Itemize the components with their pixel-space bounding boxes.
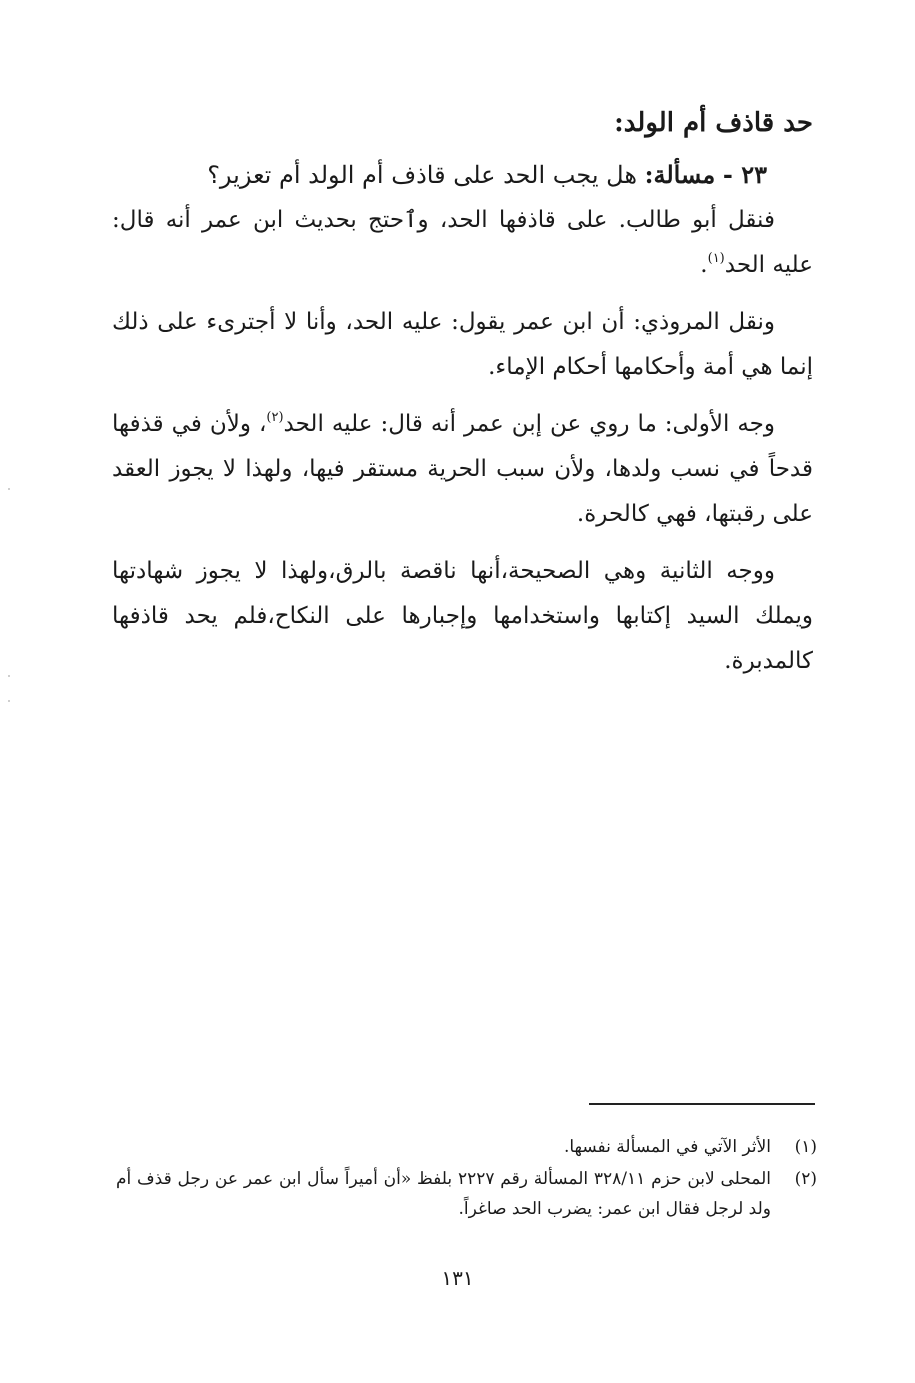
paragraph-marwazi: [112, 300, 813, 390]
section-heading: حد قاذف أم الولد:: [614, 108, 813, 138]
footnote-1: [116, 1132, 817, 1162]
paragraph-text: وجه الأولى: ما روي عن إبن عمر أنه قال: عليه الحد: [283, 411, 775, 437]
footnote-text: المحلى لابن حزم ٣٢٨/١١ المسألة رقم ٢٢٢٧ بلفظ «أن أميراً سأل ابن عمر عن رجل قذف أم ولد لرجل فقال ابن عمر: يضرب الحد صاغراً.: [116, 1169, 771, 1219]
footnotes: [116, 1132, 817, 1226]
main-text-block: [112, 98, 813, 696]
issue-question: [112, 152, 813, 198]
issue-number: ٢٣ -: [722, 160, 767, 189]
scan-speck: [8, 675, 10, 677]
paragraph-abu-talib: [112, 198, 813, 288]
paragraph-second-view: [112, 549, 813, 684]
footnote-text: الأثر الآتي في المسألة نفسها.: [563, 1137, 771, 1157]
page-number: ١٣١: [441, 1266, 474, 1290]
footnote-2: [116, 1164, 817, 1224]
scan-speck: [8, 488, 10, 490]
paragraph-text: ونقل المروذي: أن ابن عمر يقول: عليه الحد، وأنا لا أجترىء على ذلك إنما هي أمة وأحكامها أحكام الإماء.: [112, 309, 813, 380]
paragraph-text: فنقل أبو طالب. على قاذفها الحد، وٱحتج بحديث ابن عمر أنه قال: عليه الحد: [112, 207, 813, 278]
scan-speck: [8, 700, 10, 702]
footnote-ref-1: (١): [707, 251, 725, 266]
footnote-number: (٢): [794, 1169, 817, 1189]
issue-label: مسألة:: [644, 160, 716, 189]
footnote-ref-2: (٢): [266, 410, 284, 425]
paragraph-text-end: ، ولأن في قذفها قدحاً في نسب ولدها، ولأن سبب الحرية مستقر فيها، ولهذا لا يجوز العقد على رقبتها، فهي كالحرة.: [112, 411, 813, 527]
paragraph-text-end: .: [700, 252, 708, 278]
paragraph-first-view: [112, 402, 813, 537]
footnote-number: (١): [794, 1137, 817, 1157]
issue-question-text: هل يجب الحد على قاذف أم الولد أم تعزير؟: [207, 161, 637, 189]
paragraph-text: ووجه الثانية وهي الصحيحة،أنها ناقصة بالرق،ولهذا لا يجوز شهادتها ويملك السيد إكتابها واستخدامها وإجبارها على النكاح،فلم يحد قاذفها كالمدبرة.: [112, 558, 813, 674]
footnote-separator: [589, 1103, 815, 1105]
